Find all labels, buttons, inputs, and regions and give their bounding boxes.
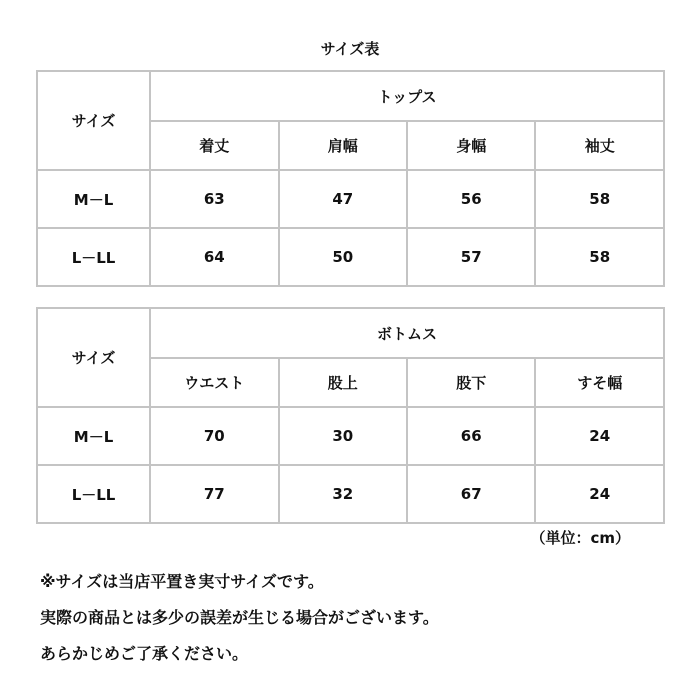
column-header-width: 身幅: [407, 121, 535, 170]
table-cell: 66: [407, 407, 535, 465]
size-label: L－LL: [37, 228, 150, 286]
unit-label: （単位：cm）: [530, 529, 630, 547]
size-notes: [40, 564, 439, 672]
table-cell: 56: [407, 170, 535, 228]
tops-group-header: トップス: [150, 71, 664, 121]
note-line: 実際の商品とは多少の誤差が生じる場合がございます。: [40, 608, 439, 627]
table-row: [37, 465, 664, 523]
table-cell: 64: [150, 228, 278, 286]
table-cell: 58: [535, 228, 664, 286]
table-cell: 70: [150, 407, 278, 465]
column-header-sleeve: 袖丈: [535, 121, 664, 170]
size-header: サイズ: [37, 308, 150, 407]
table-row: [37, 170, 664, 228]
column-header-inseam: 股下: [407, 358, 535, 407]
table-cell: 24: [535, 465, 664, 523]
table-cell: 67: [407, 465, 535, 523]
table-cell: 24: [535, 407, 664, 465]
column-header-length: 着丈: [150, 121, 278, 170]
column-header-hem: すそ幅: [535, 358, 664, 407]
table-cell: 47: [279, 170, 407, 228]
table-cell: 32: [279, 465, 407, 523]
table-cell: 77: [150, 465, 278, 523]
page-title: サイズ表: [320, 40, 380, 58]
table-row: [37, 228, 664, 286]
table-cell: 50: [279, 228, 407, 286]
table-cell: 58: [535, 170, 664, 228]
column-header-waist: ウエスト: [150, 358, 278, 407]
tops-size-table: [36, 70, 665, 287]
table-cell: 57: [407, 228, 535, 286]
size-label: M－L: [37, 170, 150, 228]
size-label: L－LL: [37, 465, 150, 523]
table-cell: 30: [279, 407, 407, 465]
size-header: サイズ: [37, 71, 150, 170]
size-label: M－L: [37, 407, 150, 465]
note-line: ※サイズは当店平置き実寸サイズです。: [40, 572, 324, 591]
note-line: あらかじめご了承ください。: [40, 644, 249, 663]
bottoms-group-header: ボトムス: [150, 308, 664, 358]
bottoms-size-table: [36, 307, 665, 524]
column-header-shoulder: 肩幅: [279, 121, 407, 170]
table-cell: 63: [150, 170, 278, 228]
table-row: [37, 407, 664, 465]
column-header-rise: 股上: [279, 358, 407, 407]
